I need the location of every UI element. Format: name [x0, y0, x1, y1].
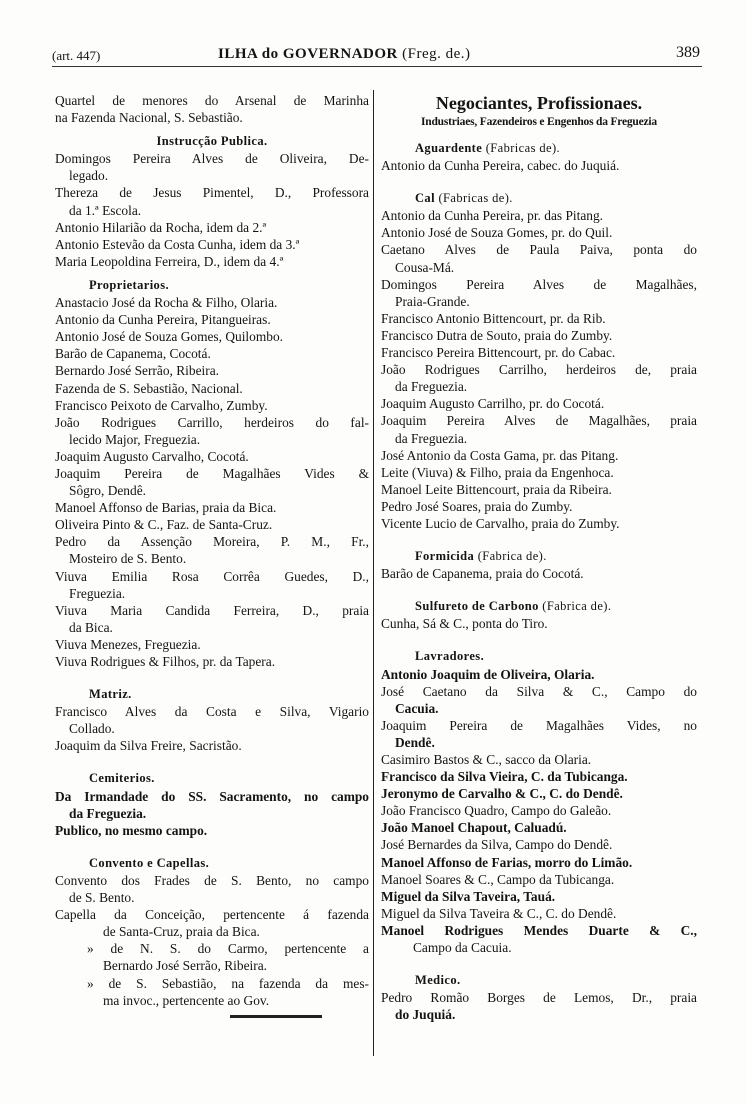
- section-heading-medico: Medico.: [415, 973, 461, 988]
- entry-line: Joaquim Augusto Carvalho, Cocotá.: [55, 448, 249, 464]
- entry-line: Thereza de Jesus Pimentel, D., Professora: [55, 185, 369, 201]
- entry-line: Fazenda de S. Sebastião, Nacional.: [55, 380, 243, 396]
- section-subtitle: Industriaes, Fazendeiros e Engenhos da Freguezia: [421, 116, 657, 128]
- entry-line: Caetano Alves de Paula Paiva, ponta do: [381, 242, 697, 258]
- entry-line: Da Irmandade do SS. Sacramento, no campo: [55, 788, 369, 804]
- entry-line: Pedro José Soares, praia do Zumby.: [381, 498, 573, 514]
- entry-line: lecido Major, Freguezia.: [69, 431, 201, 447]
- page-number: 389: [676, 44, 700, 61]
- column-divider: [373, 90, 374, 1056]
- entry-line: José Caetano da Silva & C., Campo do: [381, 683, 697, 699]
- entry-line: Cousa-Má.: [395, 259, 455, 275]
- entry-line: Antonio José de Souza Gomes, pr. do Quil.: [381, 225, 613, 241]
- entry-line: José Antonio da Costa Gama, pr. das Pitang.: [381, 447, 619, 463]
- entry-line: de S. Bento.: [69, 890, 135, 906]
- heading-paren: (Fabricas de).: [485, 141, 561, 155]
- entry-line: Manoel Affonso de Barias, praia da Bica.: [55, 500, 277, 516]
- section-heading-matriz: Matriz.: [89, 687, 132, 702]
- entry-line: Joaquim Pereira Alves de Magalhães, praia: [381, 413, 697, 429]
- section-heading-formicida: [381, 548, 697, 565]
- entry-line: da Freguezia.: [69, 805, 147, 821]
- section-heading-sulfureto: [381, 598, 697, 615]
- entry-line: Barão de Capanema, praia do Cocotá.: [381, 566, 584, 582]
- right-column: [381, 92, 697, 1023]
- entry-line: Francisco Peixoto de Carvalho, Zumby.: [55, 397, 268, 413]
- entry-line: Viuva Rodrigues & Filhos, pr. da Tapera.: [55, 654, 276, 669]
- entry-line: Casimiro Bastos & C., sacco da Olaria.: [381, 752, 592, 767]
- entry-line: Convento dos Frades de S. Bento, no campo: [55, 872, 369, 888]
- entry-line: Bernardo José Serrão, Ribeira.: [103, 958, 267, 974]
- entry-line: Domingos Pereira Alves de Oliveira, De-: [55, 151, 369, 167]
- entry-line: Antonio Estevão da Costa Cunha, idem da 3.ª: [55, 236, 300, 252]
- section-heading-proprietarios: Proprietarios.: [89, 277, 170, 292]
- entry-line: Francisco Antonio Bittencourt, pr. da Rib.: [381, 310, 606, 326]
- entry-line: Sôgro, Dendê.: [69, 483, 146, 499]
- entry-line: Antonio Joaquim de Oliveira, Olaria.: [381, 666, 595, 682]
- entry-line: Quartel de menores do Arsenal de Marinha: [55, 93, 369, 108]
- entry-line: » de N. S. do Carmo, pertencente a: [87, 941, 369, 957]
- entry-line: da Freguezia.: [395, 379, 468, 395]
- section-heading-aguardente: [381, 140, 697, 157]
- section-heading-cemiterios: Cemiterios.: [89, 771, 155, 786]
- entry-line: Publico, no mesmo campo.: [55, 822, 208, 838]
- entry-line: Francisco da Silva Vieira, C. da Tubicanga.: [381, 769, 628, 785]
- page-header: [52, 40, 702, 67]
- section-heading-lavradores: Lavradores.: [415, 649, 485, 664]
- entry-line: Mosteiro de S. Bento.: [69, 551, 187, 567]
- section-heading-convento: Convento e Capellas.: [89, 855, 210, 870]
- entry-line: Domingos Pereira Alves de Magalhães,: [381, 276, 697, 292]
- heading-text: Formicida: [415, 549, 475, 564]
- entry-line: Manoel Soares & C., Campo da Tubicanga.: [381, 871, 615, 887]
- entry-line: João Rodrigues Carrillo, herdeiros do fal-: [55, 414, 369, 430]
- entry-line: Antonio da Cunha Pereira, Pitangueiras.: [55, 312, 271, 328]
- heading-text: Sulfureto de Carbono: [415, 599, 539, 614]
- entry-line: Manoel Rodrigues Mendes Duarte & C.,: [381, 922, 697, 938]
- entry-line: Dendê.: [395, 734, 435, 750]
- entry-line: legado.: [69, 168, 109, 184]
- entry-line: Barão de Capanema, Cocotá.: [55, 346, 211, 362]
- entry-line: Miguel da Silva Taveira & C., C. do Dendê.: [381, 905, 617, 921]
- section-title: Negociantes, Profissionaes.: [435, 93, 643, 113]
- entry-line: Francisco Dutra de Souto, praia do Zumby.: [381, 327, 613, 343]
- entry-line: Joaquim Pereira de Magalhães Vides &: [55, 465, 369, 481]
- entry-line: da Bica.: [69, 619, 113, 635]
- entry-line: Francisco Alves da Costa e Silva, Vigario: [55, 704, 369, 720]
- heading-paren: (Fabrica de).: [542, 599, 612, 614]
- entry-line: Antonio da Cunha Pereira, pr. das Pitang.: [381, 208, 604, 224]
- heading-text: Aguardente: [415, 141, 483, 155]
- entry-line: Joaquim Augusto Carrilho, pr. do Cocotá.: [381, 396, 605, 412]
- entry-line: Oliveira Pinto & C., Faz. de Santa-Cruz.: [55, 517, 273, 533]
- entry-line: Viuva Menezes, Freguezia.: [55, 636, 201, 652]
- section-heading-instrucao: Instrucção Publica.: [156, 134, 268, 149]
- entry-line: Francisco Pereira Bittencourt, pr. do Cabac.: [381, 345, 616, 361]
- entry-line: Campo da Cacuia.: [413, 940, 512, 956]
- entry-line: de Santa-Cruz, praia da Bica.: [103, 924, 260, 940]
- entry-line: da Freguezia.: [395, 430, 468, 446]
- heading-paren: (Fabricas de).: [438, 191, 513, 206]
- end-rule: [230, 1015, 322, 1018]
- entry-line: Joaquim da Silva Freire, Sacristão.: [55, 738, 242, 754]
- entry-line: ma invoc., pertencente ao Gov.: [103, 992, 270, 1008]
- entry-line: Capella da Conceição, pertencente á fazenda: [55, 907, 369, 923]
- entry-line: Antonio José de Souza Gomes, Quilombo.: [55, 329, 283, 345]
- entry-line: Pedro da Assenção Moreira, P. M., Fr.,: [55, 534, 369, 550]
- left-column: [55, 92, 369, 1018]
- entry-line: Joaquim Pereira de Magalhães Vides, no: [381, 717, 697, 733]
- entry-line: Leite (Viuva) & Filho, praia da Engenhoca.: [381, 464, 614, 480]
- entry-line: Bernardo José Serrão, Ribeira.: [55, 363, 219, 379]
- entry-line: Antonio Hilarião da Rocha, idem da 2.ª: [55, 219, 267, 235]
- entry-line: Viuva Maria Candida Ferreira, D., praia: [55, 602, 369, 618]
- entry-line: Cacuia.: [395, 700, 439, 716]
- entry-line: do Juquiá.: [395, 1007, 456, 1023]
- entry-line: Manoel Affonso de Farias, morro do Limão.: [381, 854, 633, 870]
- article-ref: (art. 447): [52, 48, 101, 63]
- entry-line: » de S. Sebastião, na fazenda da mes-: [87, 975, 369, 991]
- entry-line: Jeronymo de Carvalho & C., C. do Dendê.: [381, 786, 623, 802]
- entry-line: da 1.ª Escola.: [69, 202, 142, 218]
- entry-line: Pedro Romão Borges de Lemos, Dr., praia: [381, 990, 697, 1006]
- entry-line: Antonio da Cunha Pereira, cabec. do Juquiá.: [381, 158, 620, 174]
- entry-line: João Rodrigues Carrilho, herdeiros de, praia: [381, 362, 697, 378]
- entry-line: na Fazenda Nacional, S. Sebastião.: [55, 110, 243, 126]
- section-heading-cal: [381, 190, 697, 207]
- title-text: ILHA do GOVERNADOR: [218, 46, 398, 62]
- entry-line: João Francisco Quadro, Campo do Galeão.: [381, 803, 612, 819]
- entry-line: Anastacio José da Rocha & Filho, Olaria.: [55, 295, 278, 311]
- entry-line: Collado.: [69, 721, 115, 737]
- entry-line: Cunha, Sá & C., ponta do Tiro.: [381, 616, 548, 632]
- running-title: [218, 46, 471, 63]
- entry-line: Maria Leopoldina Ferreira, D., idem da 4.ª: [55, 253, 284, 269]
- entry-line: Viuva Emilia Rosa Corrêa Guedes, D.,: [55, 568, 369, 584]
- entry-line: Miguel da Silva Taveira, Tauá.: [381, 888, 556, 904]
- entry-line: Vicente Lucio de Carvalho, praia do Zumby.: [381, 515, 620, 531]
- entry-line: Praia-Grande.: [395, 293, 470, 309]
- entry-line: João Manoel Chapout, Caluadú.: [381, 820, 567, 836]
- heading-text: Cal: [415, 191, 435, 206]
- entry-line: Freguezia.: [69, 585, 126, 601]
- heading-paren: (Fabrica de).: [477, 549, 547, 564]
- title-sub: (Freg. de.): [402, 46, 471, 62]
- entry-line: José Bernardes da Silva, Campo do Dendê.: [381, 837, 613, 853]
- entry-line: Manoel Leite Bittencourt, praia da Ribeira.: [381, 481, 612, 497]
